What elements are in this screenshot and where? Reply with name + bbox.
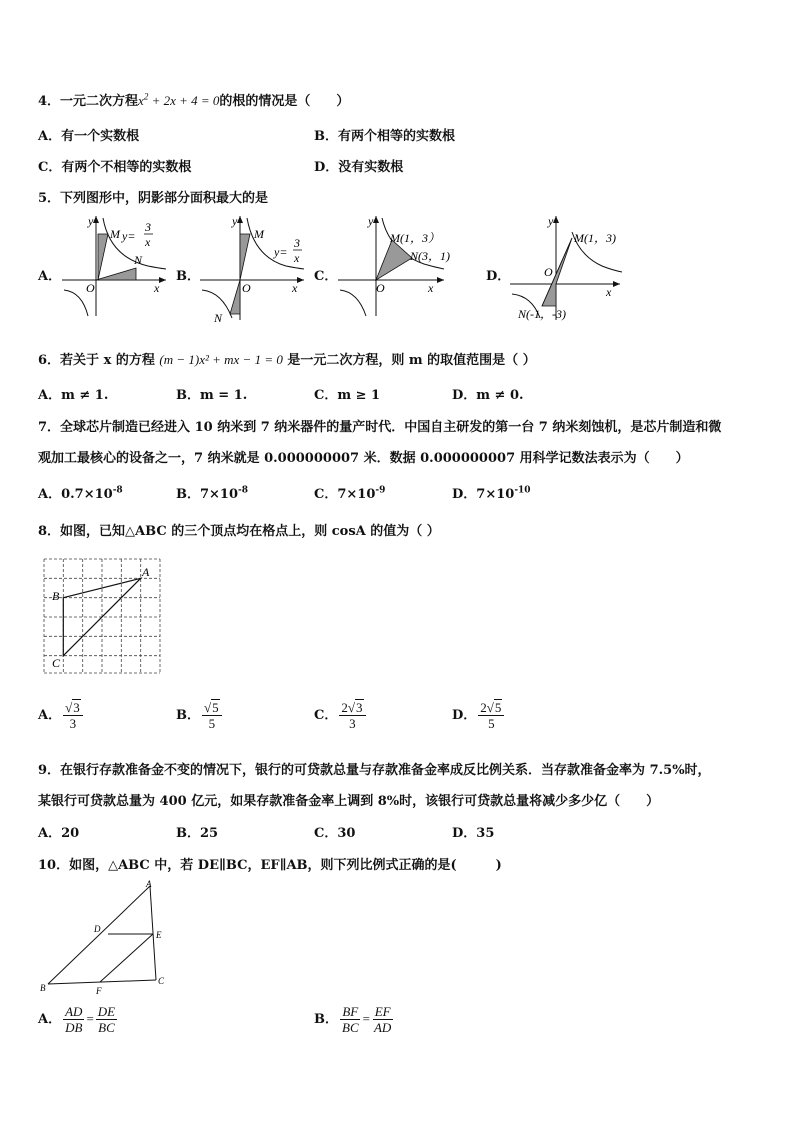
- point-d-label: D: [94, 924, 101, 934]
- point-n-label: N: [134, 253, 143, 267]
- origin-label: O: [544, 265, 553, 279]
- point-n-label: N(3，1): [410, 249, 450, 263]
- q5-graph-c: [334, 212, 458, 320]
- q6-option-b[interactable]: B．m = 1.: [176, 388, 248, 403]
- y-axis-label: y: [88, 214, 94, 228]
- point-m-label: M: [110, 227, 120, 241]
- vertex-c-label: C: [52, 656, 61, 670]
- q6-option-c[interactable]: C．m ≥ 1: [314, 388, 381, 403]
- q7-option-b[interactable]: B．$7\times 10^{-8}$: [176, 485, 249, 502]
- point-n-label: N: [214, 311, 223, 324]
- vertex-a-label: A: [146, 879, 152, 889]
- y-axis-label: y: [232, 214, 238, 228]
- q9-stem-line1: 9．在银行存款准备金不变的情况下，银行的可贷款总量与存款准备金率成反比例关系．当存款准备金率为 7.5%时，: [38, 763, 711, 778]
- q8-option-b[interactable]: B． $\frac{√5}{5}$: [176, 700, 224, 731]
- q4-option-a[interactable]: A．有一个实数根: [38, 129, 140, 144]
- point-m-label: M(1，3）: [390, 231, 440, 245]
- vertex-c-label: C: [158, 976, 165, 986]
- svg-text:x: x: [145, 235, 151, 249]
- q5-graph-b: [196, 212, 308, 324]
- q4-stem: 4．一元二次方程$x^2 + 2x + 4 = 0$的根的情况是（ ）: [38, 91, 350, 109]
- q4-option-d[interactable]: D．没有实数根: [314, 160, 404, 175]
- q9-stem-line2: 某银行可贷款总量为 400 亿元，如果存款准备金率上调到 8%时，该银行可贷款总量将减少多少亿（ ）: [38, 794, 660, 809]
- q5-option-d[interactable]: D．: [486, 269, 511, 284]
- vertex-b-label: B: [52, 589, 60, 603]
- q5-option-a[interactable]: A．: [38, 269, 62, 284]
- q9-option-a[interactable]: A．20: [38, 826, 80, 841]
- point-n-label: N(-1，-3): [518, 307, 566, 321]
- origin-label: O: [376, 281, 385, 295]
- q7-stem-line1: 7．全球芯片制造已经进入 10 纳米到 7 纳米器件的量产时代．中国自主研发的第一台 7 纳米刻蚀机，是芯片制造和微: [38, 420, 722, 435]
- q7-stem-line2: 观加工最核心的设备之一，7 纳米就是 0.000000007 米．数据 0.000000007 用科学记数法表示为（ ）: [38, 451, 689, 466]
- q6-stem: 6．若关于 x 的方程 (m − 1)x² + mx − 1 = 0 是一元二次方程，则 m 的取值范围是（ ）: [38, 352, 536, 368]
- q5-graph-a: [58, 212, 170, 320]
- q6-option-d[interactable]: D．m ≠ 0.: [452, 388, 524, 403]
- q5-option-b[interactable]: B．: [176, 269, 200, 284]
- q5-option-c[interactable]: C．: [314, 269, 338, 284]
- q4-option-c[interactable]: C．有两个不相等的实数根: [38, 160, 192, 175]
- origin-label: O: [86, 281, 95, 295]
- q8-grid-figure: [40, 555, 166, 677]
- q10-option-a[interactable]: A． $\frac{AD}{DB}$ = $\frac{DE}{BC}$: [38, 1004, 116, 1035]
- q9-option-b[interactable]: B．25: [176, 826, 219, 841]
- origin-label: O: [242, 281, 251, 295]
- q6-equation: (m − 1)x² + mx − 1 = 0: [159, 352, 283, 367]
- q10-triangle-figure: [36, 878, 176, 998]
- x-axis-label: x: [292, 281, 298, 295]
- q7-option-d[interactable]: D．$7\times 10^{-10}$: [452, 485, 531, 502]
- q8-option-a[interactable]: A． $\frac{√3}{3}$: [38, 700, 85, 731]
- svg-text:x: x: [294, 251, 300, 265]
- q4-equation: $x^2 + 2x + 4 = 0$: [138, 91, 220, 108]
- q5-stem: 5．下列图形中，阴影部分面积最大的是: [38, 191, 269, 206]
- svg-text:3: 3: [294, 236, 300, 250]
- svg-text:3: 3: [145, 220, 151, 234]
- q10-stem: 10．如图，△ABC 中，若 DE∥BC，EF∥AB，则下列比例式正确的是( ): [38, 858, 502, 873]
- q8-option-d[interactable]: D． $\frac{2√5}{5}$: [452, 700, 506, 731]
- function-label: y=: [122, 229, 136, 243]
- y-axis-label: y: [548, 214, 554, 228]
- q4-option-b[interactable]: B．有两个相等的实数根: [314, 129, 455, 144]
- point-m-label: M: [254, 227, 264, 241]
- point-e-label: E: [156, 930, 162, 940]
- q9-option-d[interactable]: D．35: [452, 826, 495, 841]
- vertex-b-label: B: [40, 983, 46, 993]
- q6-option-a[interactable]: A．m ≠ 1.: [38, 388, 109, 403]
- q10-option-b[interactable]: B． $\frac{BF}{BC}$ = $\frac{EF}{AD}$: [314, 1004, 392, 1035]
- point-f-label: F: [96, 986, 102, 996]
- x-axis-label: x: [154, 281, 160, 295]
- q5-graph-d: [506, 212, 626, 324]
- q8-stem: 8．如图，已知△ABC 的三个顶点均在格点上，则 cosA 的值为（ ）: [38, 524, 440, 539]
- x-axis-label: x: [428, 281, 434, 295]
- y-axis-label: y: [368, 214, 374, 228]
- vertex-a-label: A: [142, 565, 150, 579]
- q7-option-a[interactable]: A．$0.7\times 10^{-8}$: [38, 485, 123, 502]
- q8-option-c[interactable]: C． $\frac{2√3}{3}$: [314, 700, 368, 731]
- q9-option-c[interactable]: C．30: [314, 826, 356, 841]
- x-axis-label: x: [606, 285, 612, 299]
- q7-option-c[interactable]: C．$7\times 10^{-9}$: [314, 485, 386, 502]
- point-m-label: M(1，3): [574, 231, 616, 245]
- function-label: y=: [274, 245, 288, 259]
